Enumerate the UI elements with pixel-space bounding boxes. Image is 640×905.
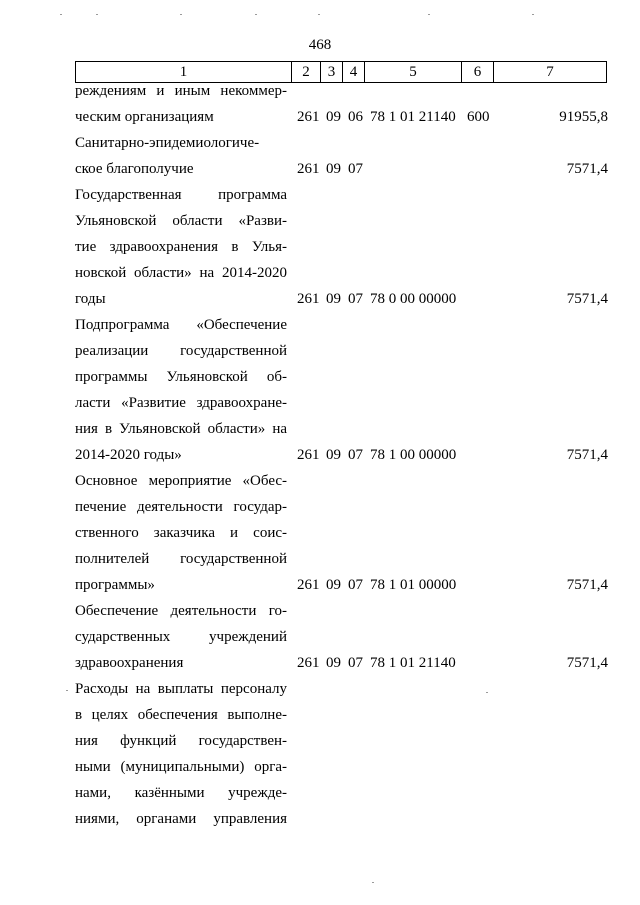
table-row xyxy=(0,338,640,364)
row-description: Государственная программа xyxy=(75,187,287,203)
column-header-5: 5 xyxy=(365,62,462,83)
scan-speck xyxy=(255,14,257,15)
code-subsection: 07 xyxy=(348,577,363,593)
code-administrator: 261 xyxy=(297,577,320,593)
row-description: Расходы на выплаты персоналу xyxy=(75,681,287,697)
code-section: 09 xyxy=(326,447,341,463)
table-row xyxy=(0,650,640,676)
table-row xyxy=(0,260,640,286)
table-row xyxy=(0,780,640,806)
code-administrator: 261 xyxy=(297,109,320,125)
table-row xyxy=(0,78,640,104)
row-description: ласти «Развитие здравоохране- xyxy=(75,395,287,411)
column-header-2: 2 xyxy=(292,62,321,83)
page-number: 468 xyxy=(308,37,332,53)
code-section: 09 xyxy=(326,109,341,125)
code-target-article: 78 1 01 00000 xyxy=(370,577,457,593)
code-section: 09 xyxy=(326,655,341,671)
scan-speck xyxy=(180,14,182,15)
table-row xyxy=(0,364,640,390)
code-target-article: 78 1 01 21140 xyxy=(370,109,456,125)
row-description: ными (муниципальными) орга- xyxy=(75,759,287,775)
row-description: здравоохранения xyxy=(75,655,184,671)
row-description: ниями, органами управления xyxy=(75,811,287,827)
row-description: годы xyxy=(75,291,106,307)
row-description: полнителей государственной xyxy=(75,551,287,567)
table-row xyxy=(0,130,640,156)
code-subsection: 07 xyxy=(348,447,363,463)
amount: 7571,4 xyxy=(566,655,608,671)
code-subsection: 06 xyxy=(348,109,363,125)
row-description: программы Ульяновской об- xyxy=(75,369,287,385)
row-description: программы» xyxy=(75,577,155,593)
table-row xyxy=(0,390,640,416)
code-expense-type: 600 xyxy=(467,109,490,125)
table-row xyxy=(0,754,640,780)
table-row xyxy=(0,572,640,598)
table-row xyxy=(0,416,640,442)
code-subsection: 07 xyxy=(348,291,363,307)
row-description: в целях обеспечения выполне- xyxy=(75,707,287,723)
code-target-article: 78 1 00 00000 xyxy=(370,447,457,463)
table-row xyxy=(0,598,640,624)
table-row xyxy=(0,494,640,520)
scan-speck xyxy=(96,14,98,15)
row-description: Подпрограмма «Обеспечение xyxy=(75,317,287,333)
row-description: сударственных учреждений xyxy=(75,629,287,645)
scan-speck xyxy=(60,14,62,15)
row-description: тие здравоохранения в Улья- xyxy=(75,239,287,255)
code-section: 09 xyxy=(326,291,341,307)
code-subsection: 07 xyxy=(348,655,363,671)
row-description: нами, казёнными учрежде- xyxy=(75,785,287,801)
table-row xyxy=(0,104,640,130)
code-administrator: 261 xyxy=(297,291,320,307)
amount: 7571,4 xyxy=(566,291,608,307)
amount: 7571,4 xyxy=(566,161,608,177)
code-administrator: 261 xyxy=(297,655,320,671)
table-row xyxy=(0,286,640,312)
row-description: ское благополучие xyxy=(75,161,194,177)
table-row xyxy=(0,702,640,728)
code-target-article: 78 1 01 21140 xyxy=(370,655,456,671)
row-description: ческим организациям xyxy=(75,109,214,125)
row-description: реализации государственной xyxy=(75,343,287,359)
table-row xyxy=(0,182,640,208)
scan-speck xyxy=(66,690,68,691)
code-section: 09 xyxy=(326,577,341,593)
code-subsection: 07 xyxy=(348,161,363,177)
code-administrator: 261 xyxy=(297,161,320,177)
scan-speck xyxy=(532,14,534,15)
row-description: Санитарно-эпидемиологиче- xyxy=(75,135,260,151)
table-row xyxy=(0,728,640,754)
column-header-3: 3 xyxy=(321,62,343,83)
scan-speck xyxy=(318,14,320,15)
column-header-6: 6 xyxy=(462,62,494,83)
scan-speck xyxy=(372,882,374,883)
row-description: Обеспечение деятельности го- xyxy=(75,603,287,619)
table-row xyxy=(0,624,640,650)
row-description: реждениям и иным некоммер- xyxy=(75,83,287,99)
amount: 91955,8 xyxy=(559,109,608,125)
code-target-article: 78 0 00 00000 xyxy=(370,291,457,307)
row-description: 2014-2020 годы» xyxy=(75,447,182,463)
column-header-7: 7 xyxy=(494,62,607,83)
code-administrator: 261 xyxy=(297,447,320,463)
row-description: Основное мероприятие «Обес- xyxy=(75,473,287,489)
row-description: ния функций государствен- xyxy=(75,733,287,749)
column-header-1: 1 xyxy=(76,62,292,83)
table-row xyxy=(0,312,640,338)
scan-speck xyxy=(428,14,430,15)
row-description: ственного заказчика и соис- xyxy=(75,525,287,541)
table-row xyxy=(0,234,640,260)
amount: 7571,4 xyxy=(566,577,608,593)
table-row xyxy=(0,676,640,702)
row-description: Ульяновской области «Разви- xyxy=(75,213,287,229)
code-section: 09 xyxy=(326,161,341,177)
scan-speck xyxy=(486,692,488,693)
table-row xyxy=(0,468,640,494)
column-header-4: 4 xyxy=(343,62,365,83)
row-description: новской области» на 2014-2020 xyxy=(75,265,287,281)
table-row xyxy=(0,806,640,832)
table-row xyxy=(0,546,640,572)
table-row xyxy=(0,156,640,182)
amount: 7571,4 xyxy=(566,447,608,463)
row-description: печение деятельности государ- xyxy=(75,499,287,515)
table-row xyxy=(0,520,640,546)
row-description: ния в Ульяновской области» на xyxy=(75,421,287,437)
table-row xyxy=(0,442,640,468)
table-row xyxy=(0,208,640,234)
